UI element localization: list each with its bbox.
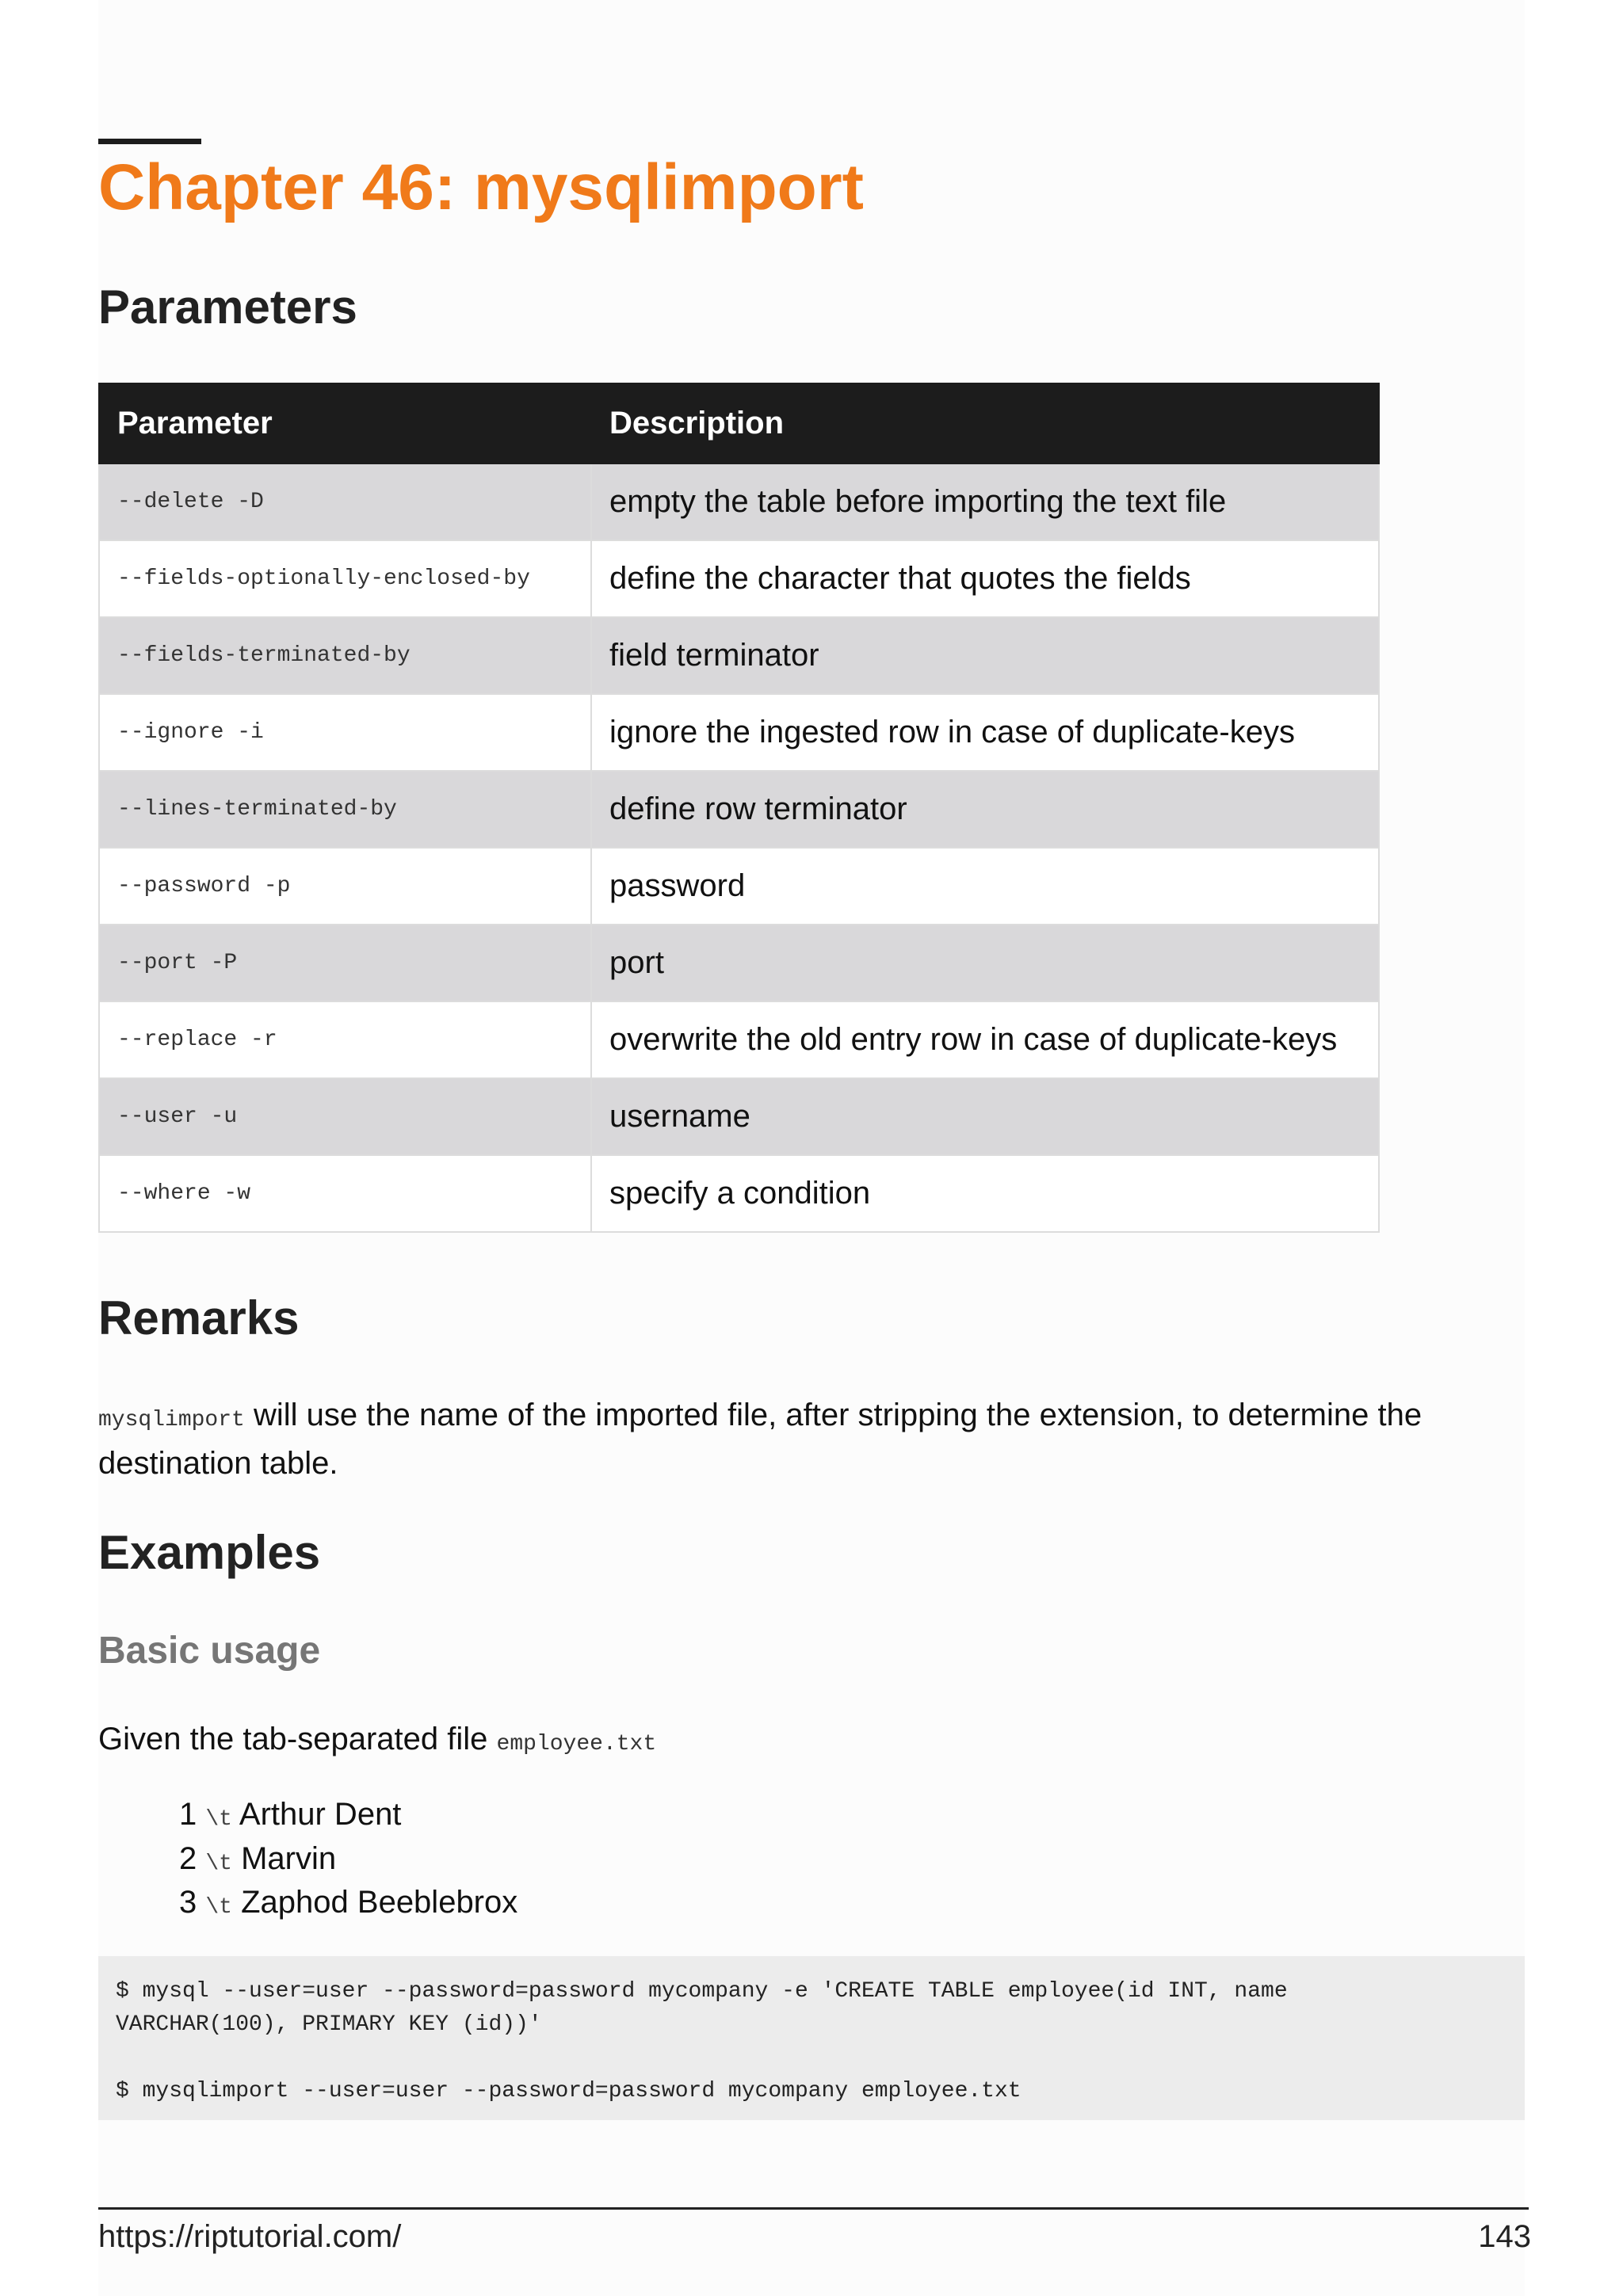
tab-code: \t — [205, 1807, 232, 1832]
remarks-text-line2: destination table. — [98, 1446, 338, 1481]
desc-cell: define row terminator — [591, 771, 1379, 848]
param-cell: --port -P — [99, 925, 591, 1001]
param-cell: --fields-terminated-by — [99, 617, 591, 694]
list-item-number: 1 — [179, 1797, 197, 1832]
inline-code: employee.txt — [496, 1732, 657, 1756]
example-intro-text: Given the tab-separated file — [98, 1722, 497, 1756]
tab-code: \t — [205, 1895, 232, 1920]
param-cell: --delete -D — [99, 463, 591, 540]
param-cell: --replace -r — [99, 1001, 591, 1078]
desc-cell: ignore the ingested row in case of duplicate-keys — [591, 694, 1379, 771]
list-item — [179, 1836, 336, 1886]
list-item-name: Zaphod Beeblebrox — [241, 1885, 518, 1920]
parameters-heading: Parameters — [98, 280, 357, 334]
list-item — [179, 1792, 401, 1842]
table-row — [99, 771, 1379, 848]
code-block — [98, 1956, 1525, 2120]
table-row — [99, 540, 1379, 617]
desc-cell: port — [591, 925, 1379, 1001]
table-row — [99, 617, 1379, 694]
list-item-number: 2 — [179, 1841, 197, 1876]
desc-cell: define the character that quotes the fields — [591, 540, 1379, 617]
footer-url[interactable]: https://riptutorial.com/ — [98, 2219, 402, 2254]
list-item-number: 3 — [179, 1885, 197, 1920]
param-cell: --user -u — [99, 1078, 591, 1155]
param-cell: --ignore -i — [99, 694, 591, 771]
param-cell: --fields-optionally-enclosed-by — [99, 540, 591, 617]
remarks-text-line1: will use the name of the imported file, after stripping the extension, to determine the — [244, 1398, 1423, 1432]
code-content: $ mysql --user=user --password=password mycompany -e 'CREATE TABLE employee(id INT, name VARCHAR(100), PRIMARY KEY (id))' $ mysqlimport --user=user --password=password mycompany employee.txt — [116, 1979, 1288, 2103]
desc-cell: overwrite the old entry row in case of duplicate-keys — [591, 1001, 1379, 1078]
param-cell: --lines-terminated-by — [99, 771, 591, 848]
remarks-heading: Remarks — [98, 1291, 300, 1344]
page-number: 143 — [1478, 2219, 1531, 2254]
param-cell: --where -w — [99, 1155, 591, 1232]
desc-cell: specify a condition — [591, 1155, 1379, 1232]
table-row — [99, 1078, 1379, 1155]
list-item-name: Arthur Dent — [239, 1797, 402, 1832]
list-item-name: Marvin — [241, 1841, 337, 1876]
table-row — [99, 925, 1379, 1001]
table-row — [99, 694, 1379, 771]
column-header-description: Description — [591, 383, 1379, 463]
desc-cell: username — [591, 1078, 1379, 1155]
desc-cell: password — [591, 848, 1379, 925]
table-header-row — [99, 383, 1379, 463]
chapter-rule — [98, 139, 201, 144]
parameters-table — [98, 383, 1380, 1233]
param-cell: --password -p — [99, 848, 591, 925]
examples-heading: Examples — [98, 1526, 321, 1579]
table-row — [99, 1001, 1379, 1078]
chapter-title: Chapter 46: mysqlimport — [98, 151, 864, 223]
table-row — [99, 848, 1379, 925]
remarks-paragraph — [98, 1394, 1525, 1485]
list-item — [179, 1880, 517, 1930]
example-intro — [98, 1718, 656, 1766]
basic-usage-heading: Basic usage — [98, 1630, 321, 1672]
column-header-parameter: Parameter — [99, 383, 591, 463]
footer-rule — [98, 2207, 1529, 2210]
table-row — [99, 463, 1379, 540]
tab-code: \t — [205, 1852, 232, 1876]
table-row — [99, 1155, 1379, 1232]
inline-code: mysqlimport — [98, 1408, 245, 1432]
desc-cell: empty the table before importing the text file — [591, 463, 1379, 540]
desc-cell: field terminator — [591, 617, 1379, 694]
